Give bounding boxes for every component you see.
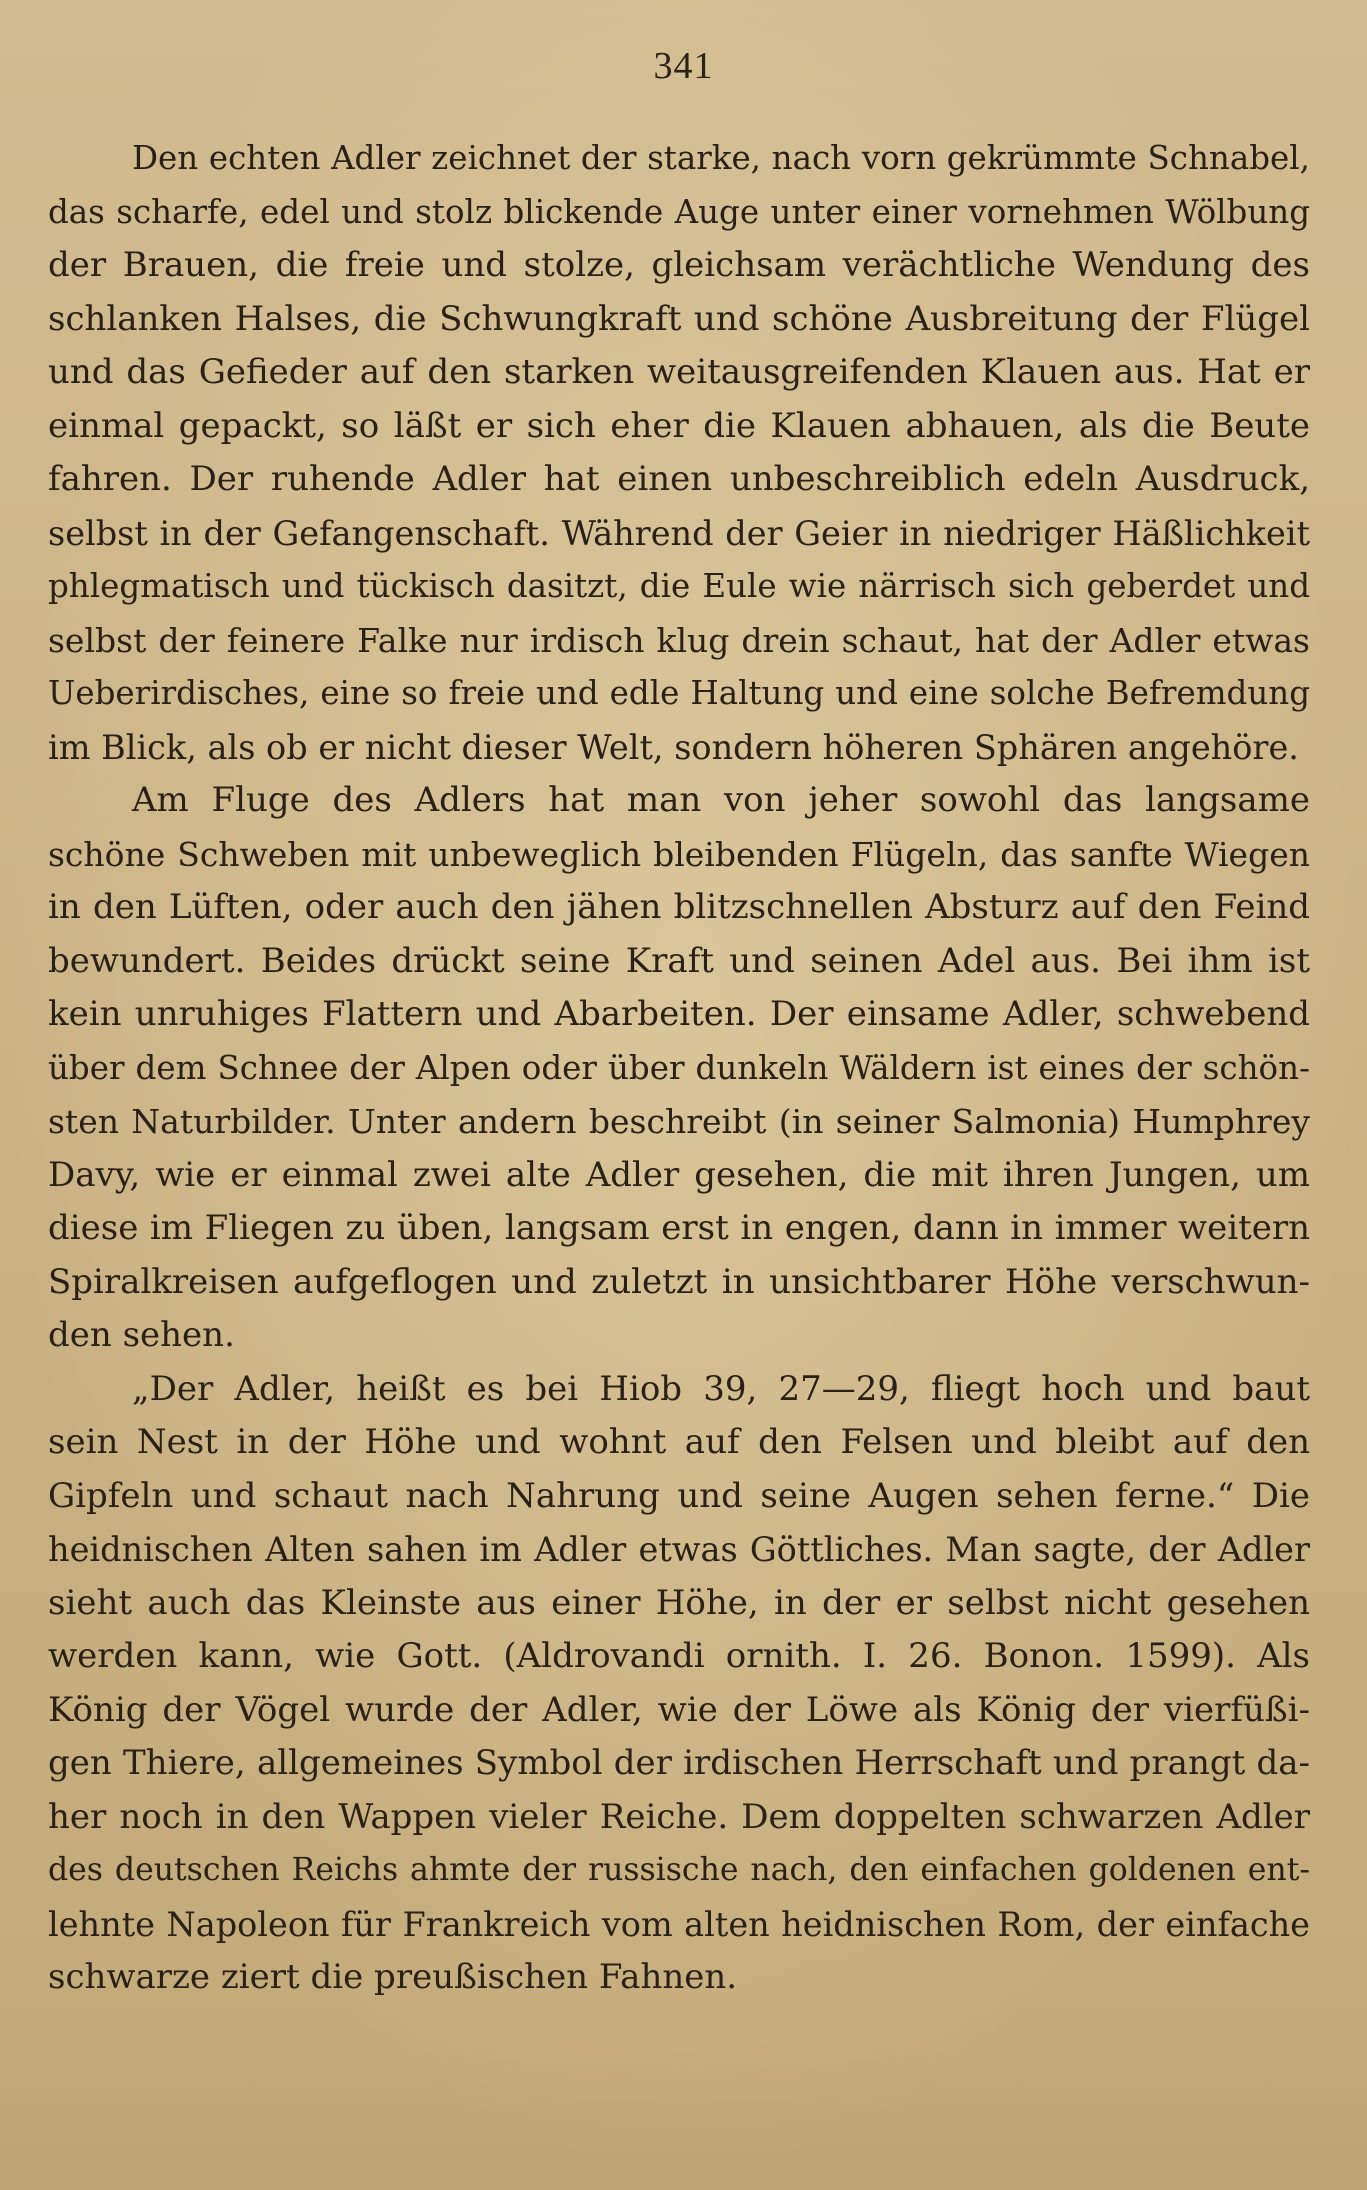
text-line: sten Naturbilder. Unter andern beschreibt (in seiner Salmonia) Humphrey [48,1102,1310,1141]
text-line: sein Nest in der Höhe und wohnt auf den Felsen und bleibt auf den [48,1422,1310,1462]
text-line: Gipfeln und schaut nach Nahrung und seine Augen sehen ferne.“ Die [48,1475,1310,1516]
text-line: König der Vögel wurde der Adler, wie der Löwe als König der vierfüßi- [48,1689,1310,1730]
text-line: kein unruhiges Flattern und Abarbeiten. Der einsame Adler, schwebend [48,994,1310,1034]
text-line: Am Fluge des Adlers hat man von jeher sowohl das langsame [132,780,1310,820]
text-line: sieht auch das Kleinste aus einer Höhe, in der er selbst nicht gesehen [48,1582,1310,1623]
text-line: selbst in der Gefangenschaft. Während der Geier in niedriger Häßlichkeit [48,513,1310,553]
text-line: in den Lüften, oder auch den jähen blitzschnellen Absturz auf den Feind [48,887,1310,927]
page-edge-shading [0,2050,1367,2190]
text-line: werden kann, wie Gott. (Aldrovandi ornith. I. 26. Bonon. 1599). Als [48,1636,1310,1676]
text-line: der Brauen, die freie und stolze, gleichsam verächtliche Wendung des [48,245,1310,285]
text-line: und das Gefieder auf den starken weitausgreifenden Klauen aus. Hat er [48,352,1310,392]
text-line: schöne Schweben mit unbeweglich bleibenden Flügeln, das sanfte Wiegen [48,834,1310,874]
text-line: Den echten Adler zeichnet der starke, nach vorn gekrümmte Schnabel, [132,139,1310,177]
text-line: „Der Adler, heißt es bei Hiob 39, 27—29, fliegt hoch und baut [132,1368,1310,1409]
text-line: einmal gepackt, so läßt er sich eher die Klauen abhauen, als die Beute [48,405,1310,446]
text-line: das scharfe, edel und stolz blickende Auge unter einer vornehmen Wölbung [48,192,1310,231]
text-line: diese im Fliegen zu üben, langsam erst in engen, dann in immer weitern [48,1208,1310,1248]
text-line: fahren. Der ruhende Adler hat einen unbeschreiblich edeln Ausdruck, [48,459,1310,499]
paragraph-adler-symbol [48,1363,1310,2005]
text-line: Spiralkreisen aufgeflogen und zuletzt in unsichtbarer Höhe verschwun- [48,1261,1310,1302]
text-line: des deutschen Reichs ahmte der russische nach, den einfachen goldenen ent- [48,1852,1310,1888]
text-line: schlanken Halses, die Schwungkraft und schöne Ausbreitung der Flügel [48,298,1310,339]
text-line: über dem Schnee der Alpen oder über dunkeln Wäldern ist eines der schön- [48,1048,1310,1087]
text-line: schwarze ziert die preußischen Fahnen. [48,1957,738,1997]
text-line: her noch in den Wappen vieler Reiche. Dem doppelten schwarzen Adler [48,1796,1310,1837]
paragraph-adler-flight [48,774,1310,1363]
paragraph-adler-description [48,132,1310,774]
text-line: selbst der feinere Falke nur irdisch klug drein schaut, hat der Adler etwas [48,620,1310,660]
page-number: 341 [653,45,714,87]
text-line: gen Thiere, allgemeines Symbol der irdischen Herrschaft und prangt da- [48,1743,1310,1783]
text-line: phlegmatisch und tückisch dasitzt, die Eule wie närrisch sich geberdet und [48,567,1310,605]
text-line: Davy, wie er einmal zwei alte Adler gesehen, die mit ihren Jungen, um [48,1154,1310,1195]
text-line: im Blick, als ob er nicht dieser Welt, sondern höheren Sphären angehöre. [48,727,1299,767]
body-text [48,132,1310,2005]
text-line: Ueberirdisches, eine so freie und edle Haltung und eine solche Befremdung [48,674,1310,712]
text-line: den sehen. [48,1315,235,1355]
text-line: bewundert. Beides drückt seine Kraft und seinen Adel aus. Bei ihm ist [48,940,1310,981]
text-line: heidnischen Alten sahen im Adler etwas Göttliches. Man sagte, der Adler [48,1530,1310,1569]
text-line: lehnte Napoleon für Frankreich vom alten heidnischen Rom, der einfache [48,1904,1310,1944]
